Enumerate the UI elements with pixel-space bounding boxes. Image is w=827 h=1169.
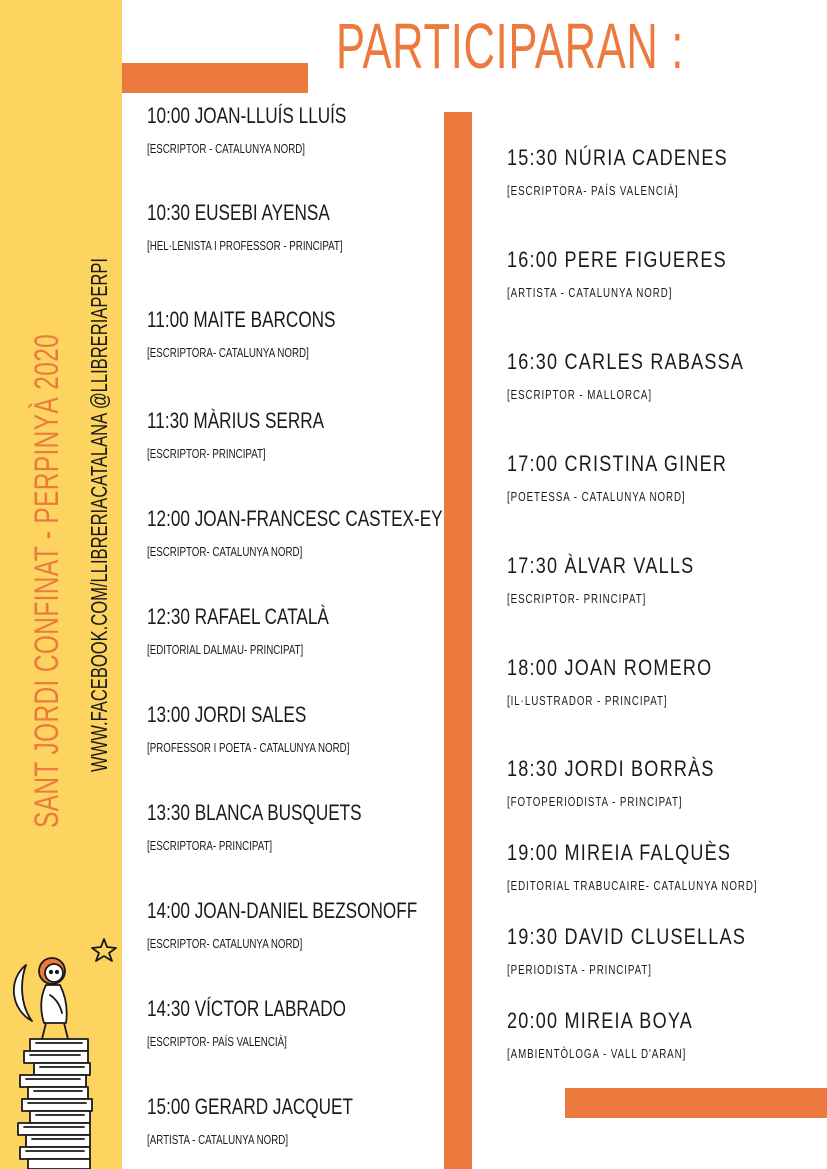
entry-desc: [ARTISTA - CATALUNYA NORD] <box>147 1133 289 1147</box>
schedule-entry <box>147 105 403 156</box>
entry-name: 18:30 JORDI BORRÀS <box>507 756 715 781</box>
schedule-entry <box>507 758 760 809</box>
column-divider <box>444 112 472 1169</box>
entry-desc: [PERIODISTA - PRINCIPAT] <box>507 963 652 977</box>
entry-desc: [ESCRIPTORA- PRINCIPAT] <box>147 839 273 853</box>
star-icon <box>92 939 116 961</box>
social-links: WWW.FACEBOOK.COM/LLIBRERIACATALANA @LLIBRERIAPERPI <box>86 257 112 772</box>
schedule-entry <box>147 900 493 951</box>
entry-desc: [IL·LUSTRADOR - PRINCIPAT] <box>507 694 668 708</box>
schedule-entry <box>147 606 380 657</box>
entry-desc: [ESCRIPTOR - MALLORCA] <box>507 388 653 402</box>
entry-name: 20:00 MIREIA BOYA <box>507 1008 694 1033</box>
schedule-entry <box>147 1096 411 1147</box>
entry-name: 16:00 PERE FIGUERES <box>507 247 727 272</box>
schedule-entry <box>507 453 775 504</box>
entry-name: 10:00 JOAN-LLUÍS LLUÍS <box>147 103 347 128</box>
entry-name: 11:00 MAITE BARCONS <box>147 307 336 332</box>
entry-desc: [PROFESSOR I POETA - CATALUNYA NORD] <box>147 741 350 755</box>
entry-name: 16:30 CARLES RABASSA <box>507 349 745 374</box>
entry-desc: [EDITORIAL DALMAU- PRINCIPAT] <box>147 643 304 657</box>
entry-desc: [HEL·LENISTA I PROFESSOR - PRINCIPAT] <box>147 239 343 253</box>
entry-desc: [ESCRIPTOR- CATALUNYA NORD] <box>147 937 303 951</box>
event-title: SANT JORDI CONFINAT - PERPINYÀ 2020 <box>28 333 66 828</box>
schedule-entry <box>507 351 796 402</box>
entry-name: 15:00 GERARD JACQUET <box>147 1094 353 1119</box>
entry-desc: [ESCRIPTOR- PAÍS VALENCIÀ] <box>147 1035 287 1049</box>
entry-name: 14:30 VÍCTOR LABRADO <box>147 996 347 1021</box>
schedule-entry <box>507 147 776 198</box>
entry-desc: [ESCRIPTOR- PRINCIPAT] <box>147 447 266 461</box>
schedule-entry <box>147 802 422 853</box>
decor-bar-top <box>122 63 308 93</box>
schedule-entry <box>147 704 407 755</box>
entry-name: 17:00 CRISTINA GINER <box>507 451 728 476</box>
decor-bar-bottom <box>565 1088 827 1118</box>
reader-on-books-illustration <box>6 935 122 1169</box>
entry-name: 17:30 ÀLVAR VALLS <box>507 553 695 578</box>
schedule-entry <box>147 410 374 461</box>
entry-desc: [EDITORIAL TRABUCAIRE- CATALUNYA NORD] <box>507 879 758 893</box>
moon-icon <box>14 965 32 1021</box>
schedule-entry <box>147 508 526 559</box>
entry-desc: [POETESSA - CATALUNYA NORD] <box>507 490 686 504</box>
schedule-entry <box>507 555 736 606</box>
page-title: PARTICIPARAN : <box>336 10 685 82</box>
entry-name: 10:30 EUSEBI AYENSA <box>147 200 330 225</box>
entry-desc: [ARTISTA - CATALUNYA NORD] <box>507 286 673 300</box>
entry-name: 13:00 JORDI SALES <box>147 702 307 727</box>
entry-name: 19:30 DAVID CLUSELLAS <box>507 924 747 949</box>
entry-name: 19:00 MIREIA FALQUÈS <box>507 840 732 865</box>
schedule-entry <box>507 842 827 893</box>
schedule-entry <box>507 657 757 708</box>
schedule-entry <box>507 1010 737 1061</box>
schedule-entry <box>147 309 389 360</box>
entry-desc: [FOTOPERIODISTA - PRINCIPAT] <box>507 795 683 809</box>
entry-name: 12:00 JOAN-FRANCESC CASTEX-EY <box>147 506 443 531</box>
schedule-entry <box>507 926 799 977</box>
schedule-entry <box>507 249 775 300</box>
entry-desc: [AMBIENTÒLOGA - VALL D'ARAN] <box>507 1047 687 1061</box>
entry-desc: [ESCRIPTOR- CATALUNYA NORD] <box>147 545 303 559</box>
entry-desc: [ESCRIPTOR- PRINCIPAT] <box>507 592 647 606</box>
entry-name: 18:00 JOAN ROMERO <box>507 655 713 680</box>
entry-name: 11:30 MÀRIUS SERRA <box>147 408 325 433</box>
entry-name: 13:30 BLANCA BUSQUETS <box>147 800 362 825</box>
entry-desc: [ESCRIPTORA- PAÍS VALENCIÀ] <box>507 184 679 198</box>
schedule-entry <box>147 998 402 1049</box>
entry-name: 14:00 JOAN-DANIEL BEZSONOFF <box>147 898 418 923</box>
schedule-entry <box>147 202 398 253</box>
entry-desc: [ESCRIPTOR - CATALUNYA NORD] <box>147 142 306 156</box>
entry-desc: [ESCRIPTORA- CATALUNYA NORD] <box>147 346 309 360</box>
entry-name: 12:30 RAFAEL CATALÀ <box>147 604 329 629</box>
entry-name: 15:30 NÚRIA CADENES <box>507 145 728 170</box>
